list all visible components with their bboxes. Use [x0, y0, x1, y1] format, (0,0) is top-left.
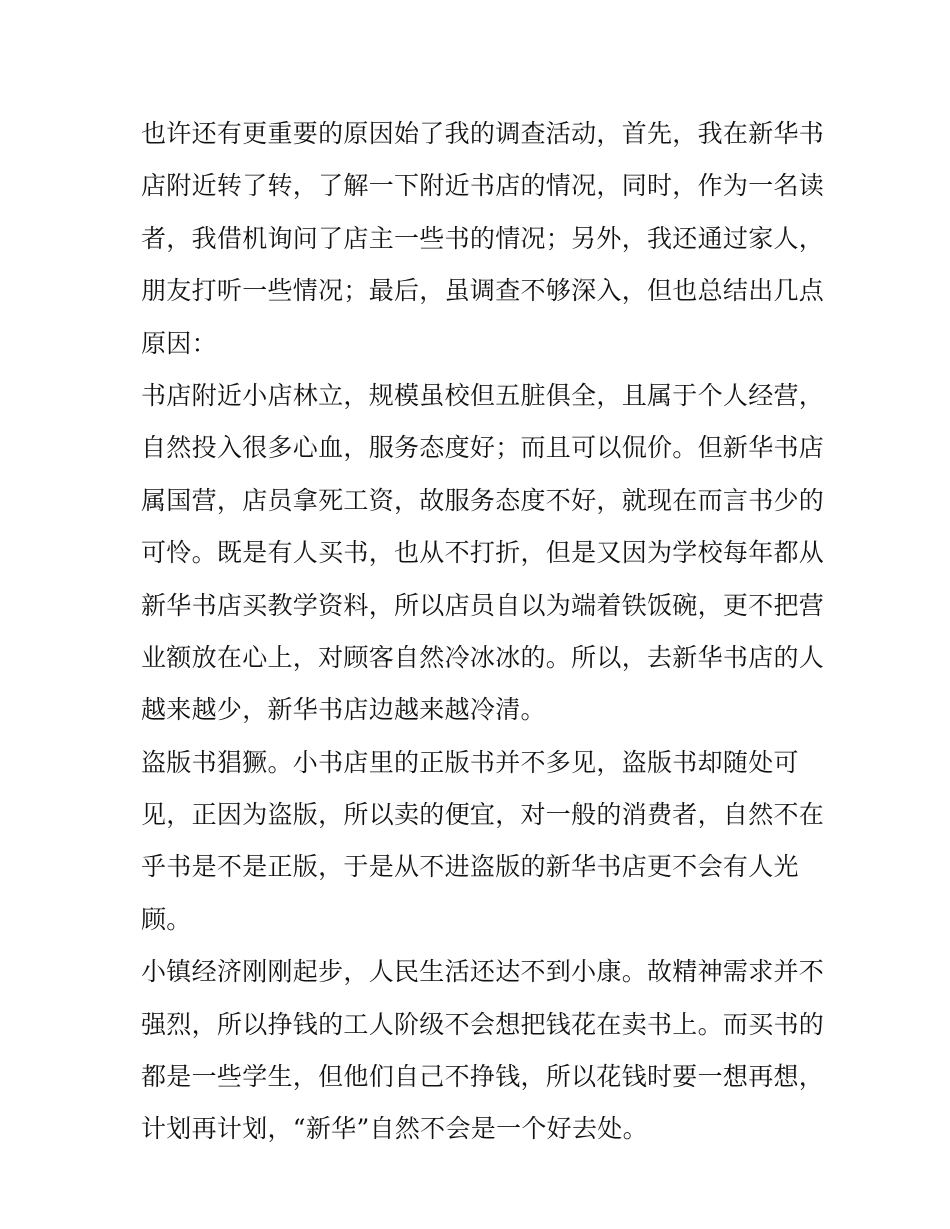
text-line: 计划再计划，“新华”自然不会是一个好去处。	[141, 1114, 648, 1144]
text-line: 也许还有更重要的原因始了我的调查活动，首先，我在新华书	[141, 119, 825, 148]
text-line: 自然投入很多心血，服务态度好；而且可以侃价。但新华书店	[141, 433, 825, 463]
text-line: 业额放在心上，对顾客自然冷冰冰的。所以，去新华书店的人	[141, 642, 825, 672]
text-line: 乎书是不是正版，于是从不进盗版的新华书店更不会有人光	[141, 852, 799, 882]
text-line: 盗版书猖獗。小书店里的正版书并不多见，盗版书却随处可	[141, 747, 799, 777]
paragraph-piracy	[141, 737, 825, 947]
text-line: 原因：	[141, 328, 217, 358]
text-line: 新华书店买教学资料，所以店员自以为端着铁饭碗，更不把营	[141, 590, 825, 620]
paragraph-survey-intro	[141, 108, 825, 370]
text-line: 者，我借机询问了店主一些书的情况；另外，我还通过家人，	[141, 223, 825, 253]
document-body	[141, 108, 825, 1156]
text-line: 顾。	[141, 904, 192, 934]
paragraph-small-shops	[141, 370, 825, 737]
text-line: 都是一些学生，但他们自己不挣钱，所以花钱时要一想再想，	[141, 1062, 825, 1092]
text-line: 可怜。既是有人买书，也从不打折，但是又因为学校每年都从	[141, 538, 825, 568]
text-line: 店附近转了转，了解一下附近书店的情况，同时，作为一名读	[141, 171, 825, 201]
paragraph-economy	[141, 946, 825, 1156]
text-line: 见，正因为盗版，所以卖的便宜，对一般的消费者，自然不在	[141, 800, 825, 830]
text-line: 朋友打听一些情况；最后，虽调查不够深入，但也总结出几点	[141, 276, 825, 306]
text-line: 小镇经济刚刚起步，人民生活还达不到小康。故精神需求并不	[141, 957, 825, 987]
text-line: 属国营，店员拿死工资，故服务态度不好，就现在而言书少的	[141, 485, 825, 515]
text-line: 书店附近小店林立，规模虽校但五脏俱全，且属于个人经营，	[141, 380, 825, 410]
text-line: 越来越少，新华书店边越来越冷清。	[141, 695, 546, 725]
text-line: 强烈，所以挣钱的工人阶级不会想把钱花在卖书上。而买书的	[141, 1009, 825, 1039]
